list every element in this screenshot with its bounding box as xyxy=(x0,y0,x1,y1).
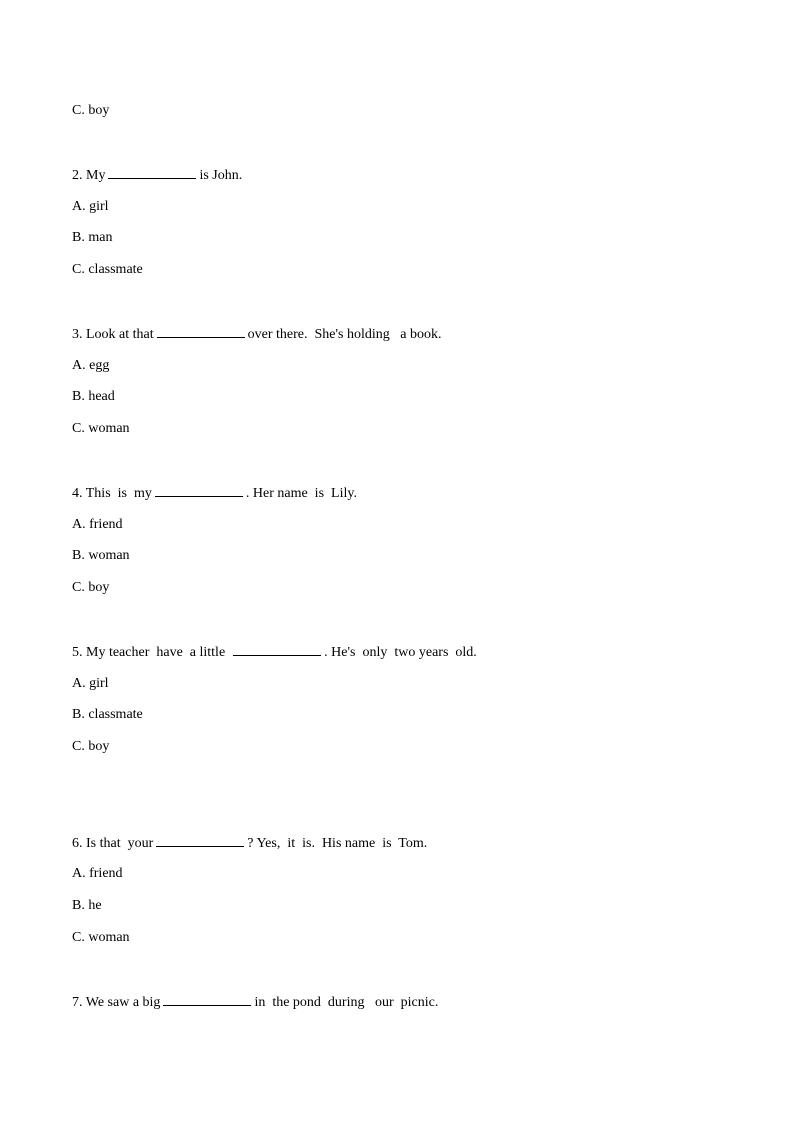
q4-option-b: B. woman xyxy=(72,548,130,563)
q7-answer-blank xyxy=(163,993,251,1006)
q6-option-a: A. friend xyxy=(72,866,123,881)
q3-option-a: A. egg xyxy=(72,358,110,373)
q6-option-b: B. he xyxy=(72,898,102,913)
q7-prompt-start: 7. We saw a big xyxy=(72,995,161,1010)
q5-option-a: A. girl xyxy=(72,676,109,691)
q5-prompt-start: 5. My teacher have a little xyxy=(72,645,226,660)
q3-option-b: B. head xyxy=(72,389,115,404)
q6-prompt-end: ? Yes, it is. His name is Tom. xyxy=(247,836,428,851)
q3-option-c: C. woman xyxy=(72,421,130,436)
q5-option-b: B. classmate xyxy=(72,707,143,722)
q2-option-c: C. classmate xyxy=(72,262,143,277)
q4-prompt xyxy=(72,484,357,503)
q5-prompt xyxy=(72,643,477,662)
q1-option-c: C. boy xyxy=(72,103,110,118)
q2-option-b: B. man xyxy=(72,230,113,245)
q6-answer-blank xyxy=(156,834,244,847)
q2-option-a: A. girl xyxy=(72,199,109,214)
q4-prompt-start: 4. This is my xyxy=(72,486,152,501)
q7-prompt-end: in the pond during our picnic. xyxy=(254,995,439,1010)
q3-prompt xyxy=(72,325,441,344)
q2-prompt xyxy=(72,166,242,185)
q6-option-c: C. woman xyxy=(72,930,130,945)
q2-prompt-end: is John. xyxy=(199,168,243,183)
q6-prompt xyxy=(72,834,427,853)
q4-option-a: A. friend xyxy=(72,517,123,532)
q5-option-c: C. boy xyxy=(72,739,110,754)
q5-prompt-end: . He's only two years old. xyxy=(324,645,477,660)
q7-prompt xyxy=(72,993,438,1012)
q4-prompt-end: . Her name is Lily. xyxy=(245,486,357,501)
q3-answer-blank xyxy=(157,325,245,338)
q4-answer-blank xyxy=(155,484,243,497)
q2-answer-blank xyxy=(108,166,196,179)
q6-prompt-start: 6. Is that your xyxy=(72,836,154,851)
q4-option-c: C. boy xyxy=(72,580,110,595)
q3-prompt-start: 3. Look at that xyxy=(72,327,154,342)
q2-prompt-start: 2. My xyxy=(72,168,106,183)
q5-answer-blank xyxy=(233,643,321,656)
q3-prompt-end: over there. She's holding a book. xyxy=(247,327,442,342)
